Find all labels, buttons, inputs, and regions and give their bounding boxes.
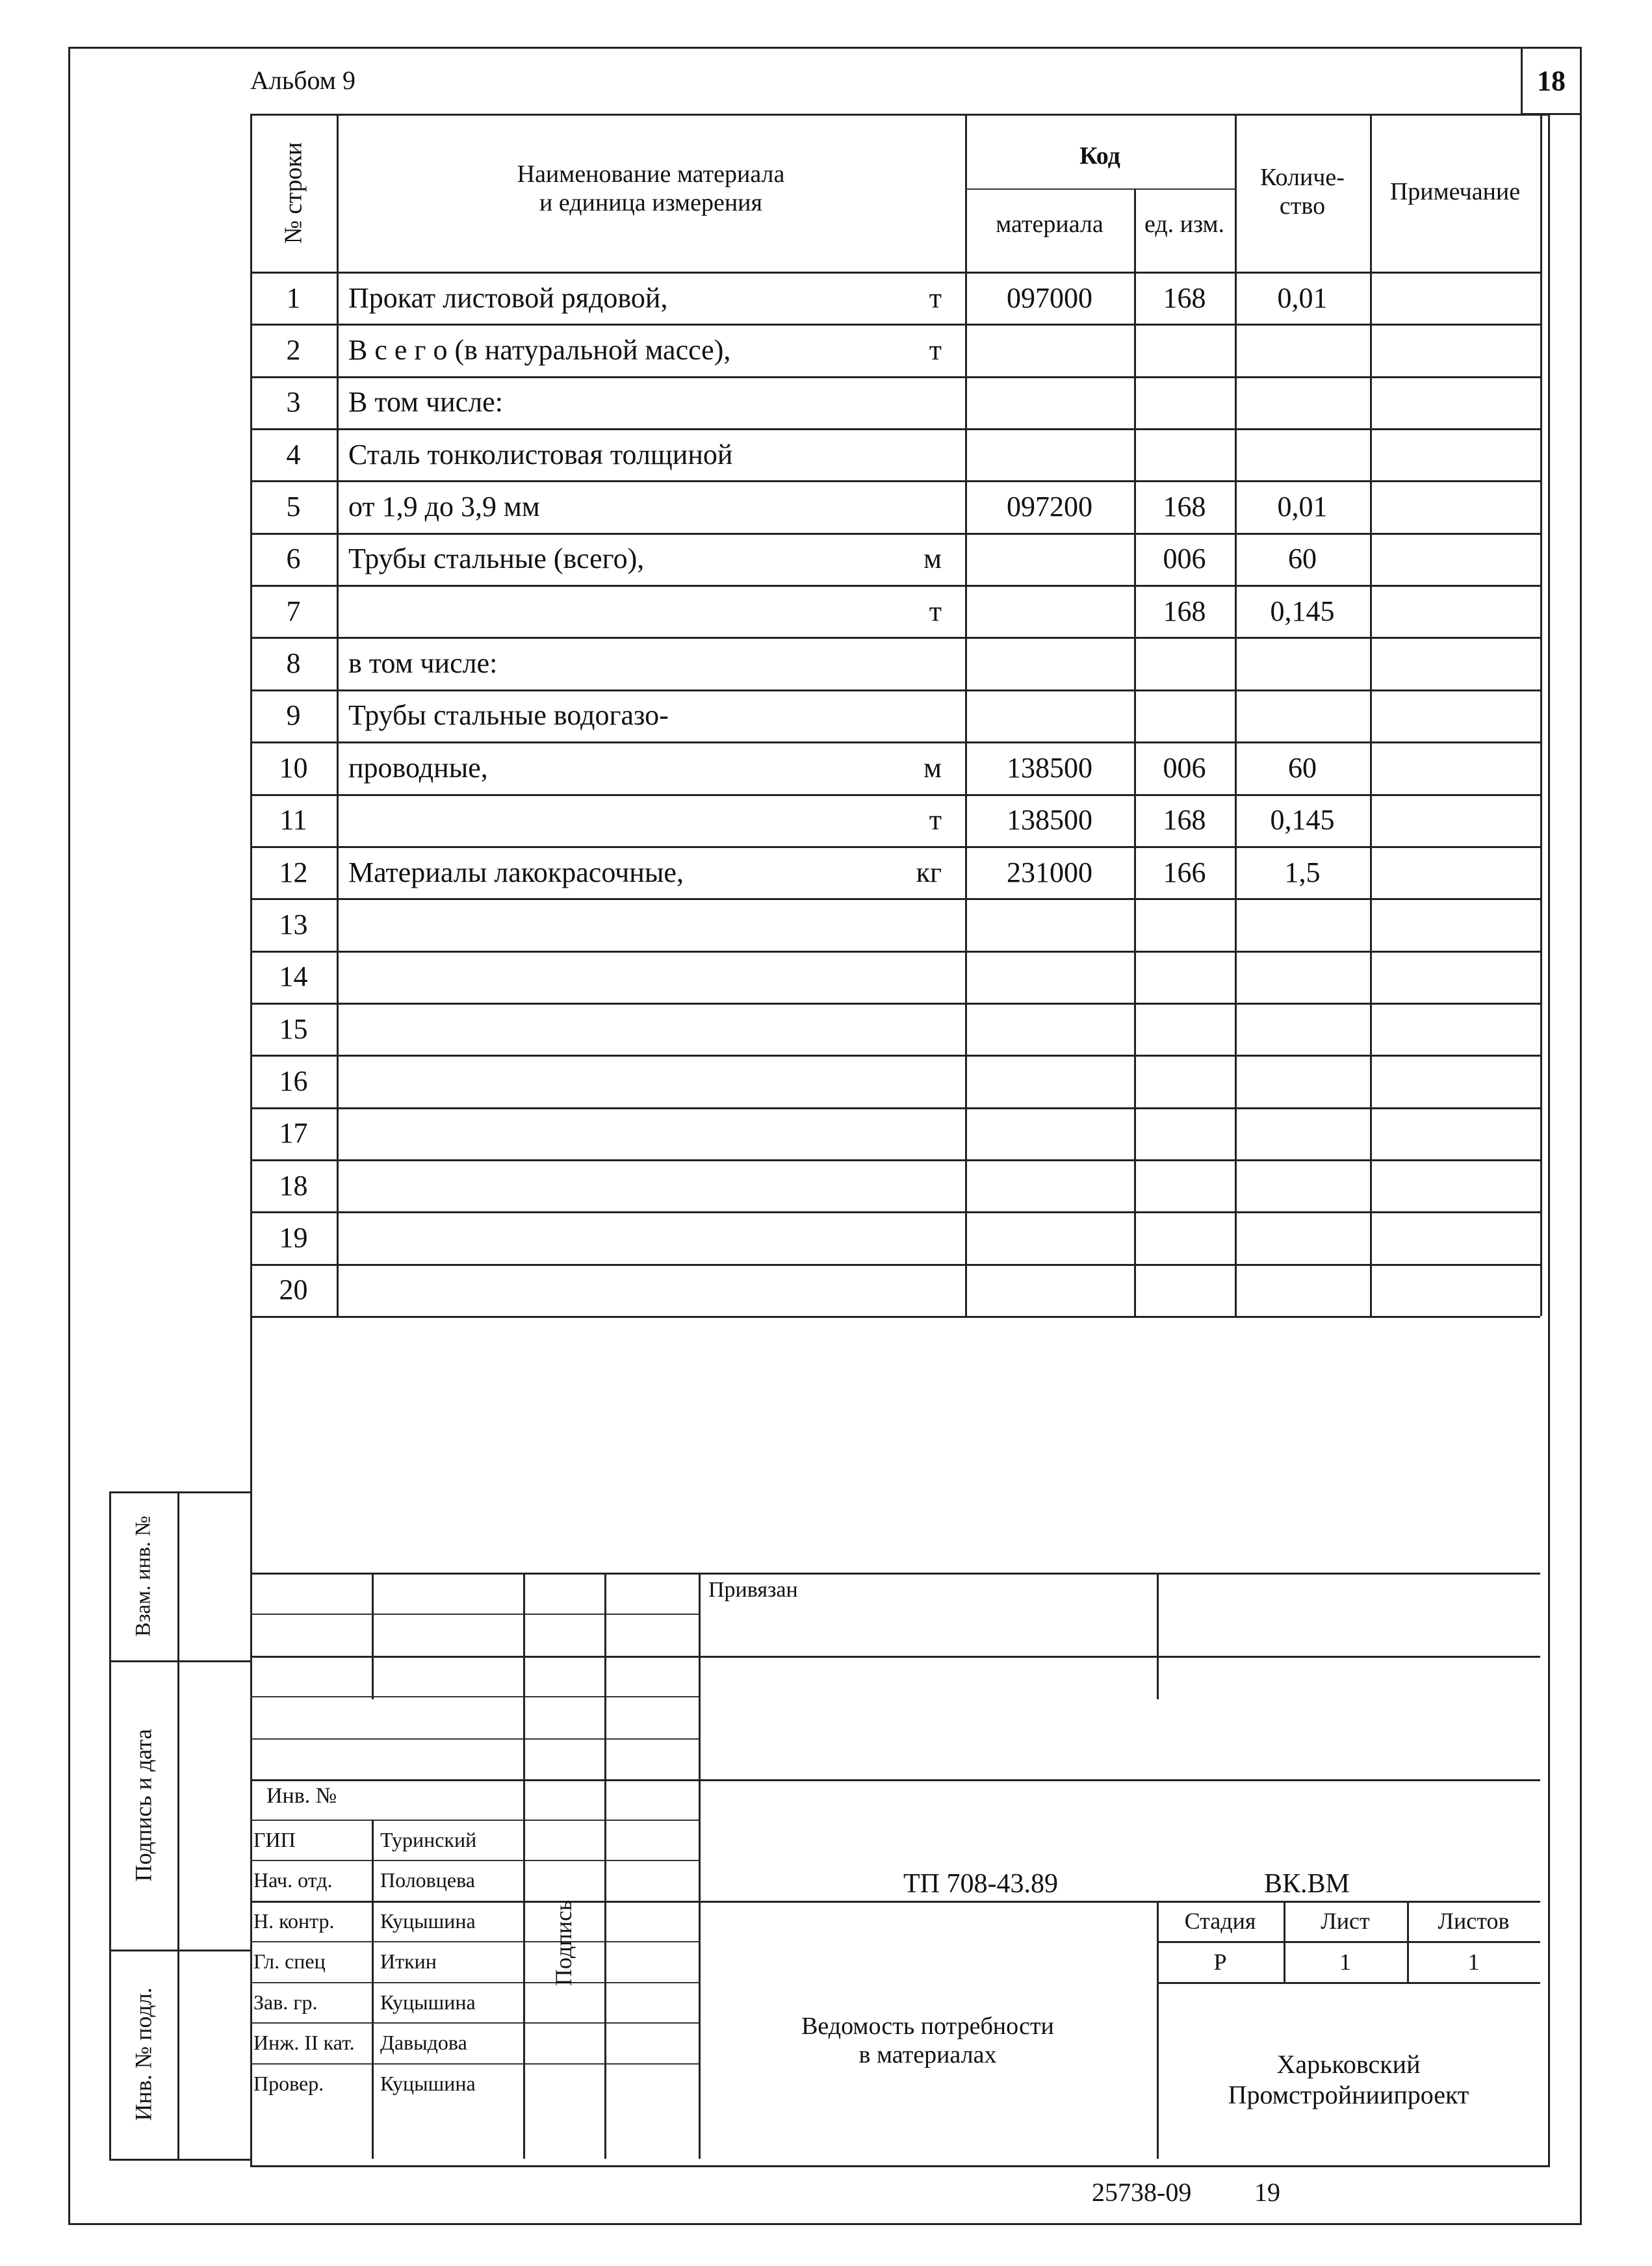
row-number-cell: 12 — [279, 856, 308, 888]
material-code-cell: 231000 — [1007, 856, 1092, 888]
note-cell — [1370, 1107, 1540, 1159]
material-code-cell — [965, 324, 1134, 376]
unit-of-measure — [337, 637, 965, 689]
note-cell — [1370, 741, 1540, 793]
quantity-cell — [1235, 1003, 1370, 1055]
row-number-cell: 18 — [279, 1169, 308, 1202]
note-cell — [1370, 272, 1540, 324]
quantity-cell — [1235, 324, 1370, 376]
unit-of-measure — [337, 898, 965, 950]
note-cell — [1370, 898, 1540, 950]
note-cell — [1370, 1159, 1540, 1211]
tb-v1b — [372, 1820, 374, 2159]
unit-code-cell: 168 — [1163, 281, 1206, 314]
note-cell — [1370, 376, 1540, 428]
sheets-value: 1 — [1467, 1948, 1480, 1975]
material-code-cell — [965, 689, 1134, 741]
tb-h2 — [250, 1656, 1540, 1658]
row-number-cell: 4 — [286, 438, 301, 470]
unit-of-measure: т — [929, 334, 942, 367]
album-label: Альбом 9 — [250, 66, 355, 95]
tb-v1 — [372, 1573, 374, 1699]
unit-of-measure — [337, 1003, 965, 1055]
note-cell — [1370, 428, 1540, 480]
material-name-cell: Сталь тонколистовая толщиной — [348, 438, 733, 470]
tb-h5 — [250, 1779, 1540, 1781]
quantity-cell — [1235, 898, 1370, 950]
sheet-code: ВК.ВМ — [1264, 1869, 1350, 1899]
quantity-cell — [1235, 1264, 1370, 1316]
material-name-cell: Материалы лакокрасочные, — [348, 856, 684, 888]
row-number-cell: 8 — [286, 647, 301, 680]
material-name-cell: Прокат листовой рядовой, — [348, 281, 668, 314]
quantity-cell — [1235, 637, 1370, 689]
side-inv-label: Инв. № подл. — [130, 1987, 157, 2121]
unit-of-measure — [337, 376, 965, 428]
note-cell — [1370, 689, 1540, 741]
header-quantity: Количе- ство — [1260, 164, 1345, 220]
material-code-cell: 138500 — [1007, 751, 1092, 784]
quantity-cell — [1235, 1107, 1370, 1159]
header-code-unit: ед. изм. — [1144, 211, 1225, 238]
approver-name: Половцева — [380, 1868, 475, 1892]
note-cell — [1370, 1055, 1540, 1107]
header-name: Наименование материала и единица измерения — [517, 161, 785, 216]
footer-page: 19 — [1254, 2178, 1280, 2207]
quantity-cell: 0,145 — [1270, 804, 1335, 836]
header-note: Примечание — [1389, 178, 1521, 205]
inv-no-label: Инв. № — [266, 1784, 337, 1808]
note-cell — [1370, 846, 1540, 898]
podpis-label: Подпись — [550, 1899, 577, 1987]
note-cell — [1370, 951, 1540, 1003]
quantity-cell: 60 — [1288, 751, 1317, 784]
approver-name: Туринский — [380, 1827, 477, 1851]
quantity-cell — [1235, 1159, 1370, 1211]
note-cell — [1370, 637, 1540, 689]
approver-role: Провер. — [253, 2071, 324, 2095]
approver-name: Давыдова — [380, 2031, 467, 2055]
unit-code-cell — [1134, 951, 1235, 1003]
quantity-cell: 60 — [1288, 543, 1317, 575]
privyazan-label: Привязан — [708, 1578, 798, 1602]
material-code-cell — [965, 428, 1134, 480]
material-name-cell: В с е г о (в натуральной массе), — [348, 334, 731, 367]
quantity-cell — [1235, 689, 1370, 741]
approver-role: Нач. отд. — [253, 1868, 333, 1892]
stage-value: Р — [1213, 1948, 1227, 1975]
header-code-material: материала — [996, 211, 1103, 238]
note-cell — [1370, 324, 1540, 376]
unit-code-cell: 168 — [1163, 804, 1206, 836]
material-code-cell: 097200 — [1007, 491, 1092, 523]
material-code-cell — [965, 585, 1134, 637]
unit-of-measure — [337, 1159, 965, 1211]
material-code-cell — [965, 1055, 1134, 1107]
unit-of-measure — [337, 428, 965, 480]
row-number-cell: 7 — [286, 595, 301, 627]
material-code-cell — [965, 1107, 1134, 1159]
row-number-cell: 17 — [279, 1117, 308, 1150]
row-number-cell: 14 — [279, 960, 308, 993]
approver-name: Куцышина — [380, 1909, 476, 1933]
approver-role: Гл. спец — [253, 1950, 326, 1974]
unit-code-cell — [1134, 898, 1235, 950]
quantity-cell — [1235, 951, 1370, 1003]
tb-v3 — [604, 1573, 606, 2159]
note-cell — [1370, 1003, 1540, 1055]
approver-name: Куцышина — [380, 2071, 476, 2095]
col-line-6 — [1540, 114, 1542, 1316]
tb-top — [250, 1573, 1540, 1575]
note-cell — [1370, 585, 1540, 637]
tb-v5 — [1157, 1573, 1159, 1699]
material-code-cell — [965, 1264, 1134, 1316]
approver-name: Куцышина — [380, 1990, 476, 2014]
material-code-cell: 138500 — [1007, 804, 1092, 836]
stage-label: Стадия — [1184, 1908, 1256, 1934]
quantity-cell — [1235, 376, 1370, 428]
unit-code-cell — [1134, 324, 1235, 376]
unit-code-cell: 168 — [1163, 491, 1206, 523]
quantity-cell — [1235, 1055, 1370, 1107]
unit-code-cell — [1134, 1107, 1235, 1159]
page-number: 18 — [1537, 65, 1566, 97]
row-number-cell: 11 — [279, 804, 307, 836]
unit-code-cell — [1134, 637, 1235, 689]
approver-name: Иткин — [380, 1950, 437, 1974]
code-subheader-line — [965, 188, 1235, 190]
note-cell — [1370, 1211, 1540, 1263]
row-number-cell: 15 — [279, 1012, 308, 1045]
side-vzam-label: Взам. инв. № — [131, 1515, 155, 1636]
material-name-cell: от 1,9 до 3,9 мм — [348, 491, 540, 523]
unit-code-cell — [1134, 1055, 1235, 1107]
material-code-cell — [965, 1159, 1134, 1211]
material-code-cell — [965, 1211, 1134, 1263]
material-code-cell — [965, 1003, 1134, 1055]
unit-code-cell — [1134, 1264, 1235, 1316]
quantity-cell: 0,145 — [1270, 595, 1335, 627]
header-code: Код — [1079, 142, 1120, 170]
side-stamp-bottom — [109, 2159, 250, 2161]
row-number-cell: 16 — [279, 1064, 308, 1097]
organization: Харьковский Промстройниипроект — [1228, 2050, 1469, 2109]
approver-role: Зав. гр. — [253, 1990, 318, 2014]
row-number-cell: 19 — [279, 1221, 308, 1254]
unit-code-cell — [1134, 376, 1235, 428]
approver-role: Н. контр. — [253, 1909, 335, 1933]
unit-of-measure — [337, 1211, 965, 1263]
tb-h4 — [250, 1738, 699, 1740]
note-cell — [1370, 794, 1540, 846]
unit-code-cell — [1134, 1159, 1235, 1211]
approver-role: ГИП — [253, 1827, 296, 1851]
footer-doc-number: 25738-09 — [1092, 2178, 1192, 2207]
material-code-cell — [965, 898, 1134, 950]
quantity-cell: 0,01 — [1277, 281, 1328, 314]
unit-of-measure: т — [929, 595, 942, 627]
unit-code-cell: 006 — [1163, 751, 1206, 784]
material-name-cell: В том числе: — [348, 386, 503, 418]
unit-of-measure — [337, 689, 965, 741]
unit-of-measure: м — [923, 751, 942, 784]
header-row-no: № строки — [279, 142, 307, 244]
unit-of-measure: т — [929, 804, 942, 836]
material-code-cell: 097000 — [1007, 281, 1092, 314]
rows-bottom-line — [250, 1316, 1540, 1318]
unit-code-cell: 006 — [1163, 543, 1206, 575]
unit-of-measure — [337, 951, 965, 1003]
unit-of-measure: т — [929, 281, 942, 314]
sheets-label: Листов — [1438, 1908, 1510, 1934]
material-name-cell: Трубы стальные (всего), — [348, 543, 645, 575]
material-name-cell: проводные, — [348, 751, 488, 784]
unit-code-cell — [1134, 689, 1235, 741]
note-cell — [1370, 533, 1540, 585]
quantity-cell — [1235, 428, 1370, 480]
unit-of-measure — [337, 480, 965, 532]
side-stamp-mid — [177, 1491, 179, 2159]
sheet-label: Лист — [1321, 1908, 1370, 1934]
tb-h1 — [250, 1614, 699, 1615]
unit-of-measure: кг — [916, 856, 942, 888]
unit-code-cell — [1134, 1003, 1235, 1055]
tb-h-right2 — [1157, 1982, 1540, 1984]
material-name-cell: Трубы стальные водогазо- — [348, 699, 669, 732]
unit-of-measure: м — [923, 543, 942, 575]
unit-code-cell: 168 — [1163, 595, 1206, 627]
row-number-cell: 5 — [286, 491, 301, 523]
unit-of-measure — [337, 1264, 965, 1316]
note-cell — [1370, 480, 1540, 532]
quantity-cell: 0,01 — [1277, 491, 1328, 523]
row-number-cell: 13 — [279, 908, 308, 940]
unit-code-cell: 166 — [1163, 856, 1206, 888]
row-number-cell: 2 — [286, 334, 301, 367]
material-name-cell: в том числе: — [348, 647, 498, 680]
quantity-cell: 1,5 — [1284, 856, 1321, 888]
row-number-cell: 10 — [279, 751, 308, 784]
material-code-cell — [965, 637, 1134, 689]
material-code-cell — [965, 376, 1134, 428]
row-number-cell: 6 — [286, 543, 301, 575]
quantity-cell — [1235, 1211, 1370, 1263]
tb-h3 — [250, 1696, 699, 1697]
row-number-cell: 20 — [279, 1274, 308, 1306]
unit-of-measure — [337, 1107, 965, 1159]
material-code-cell — [965, 533, 1134, 585]
unit-code-cell — [1134, 428, 1235, 480]
approver-role: Инж. II кат. — [253, 2031, 355, 2055]
project-code: ТП 708-43.89 — [903, 1869, 1058, 1899]
material-code-cell — [965, 951, 1134, 1003]
unit-of-measure — [337, 1055, 965, 1107]
unit-code-cell — [1134, 1211, 1235, 1263]
doc-title: Ведомость потребности в материалах — [801, 2013, 1054, 2068]
row-number-cell: 9 — [286, 699, 301, 732]
note-cell — [1370, 1264, 1540, 1316]
side-podpis-label: Подпись и дата — [130, 1729, 157, 1881]
row-number-cell: 3 — [286, 386, 301, 418]
sheet-value: 1 — [1339, 1948, 1351, 1975]
row-number-cell: 1 — [286, 281, 301, 314]
